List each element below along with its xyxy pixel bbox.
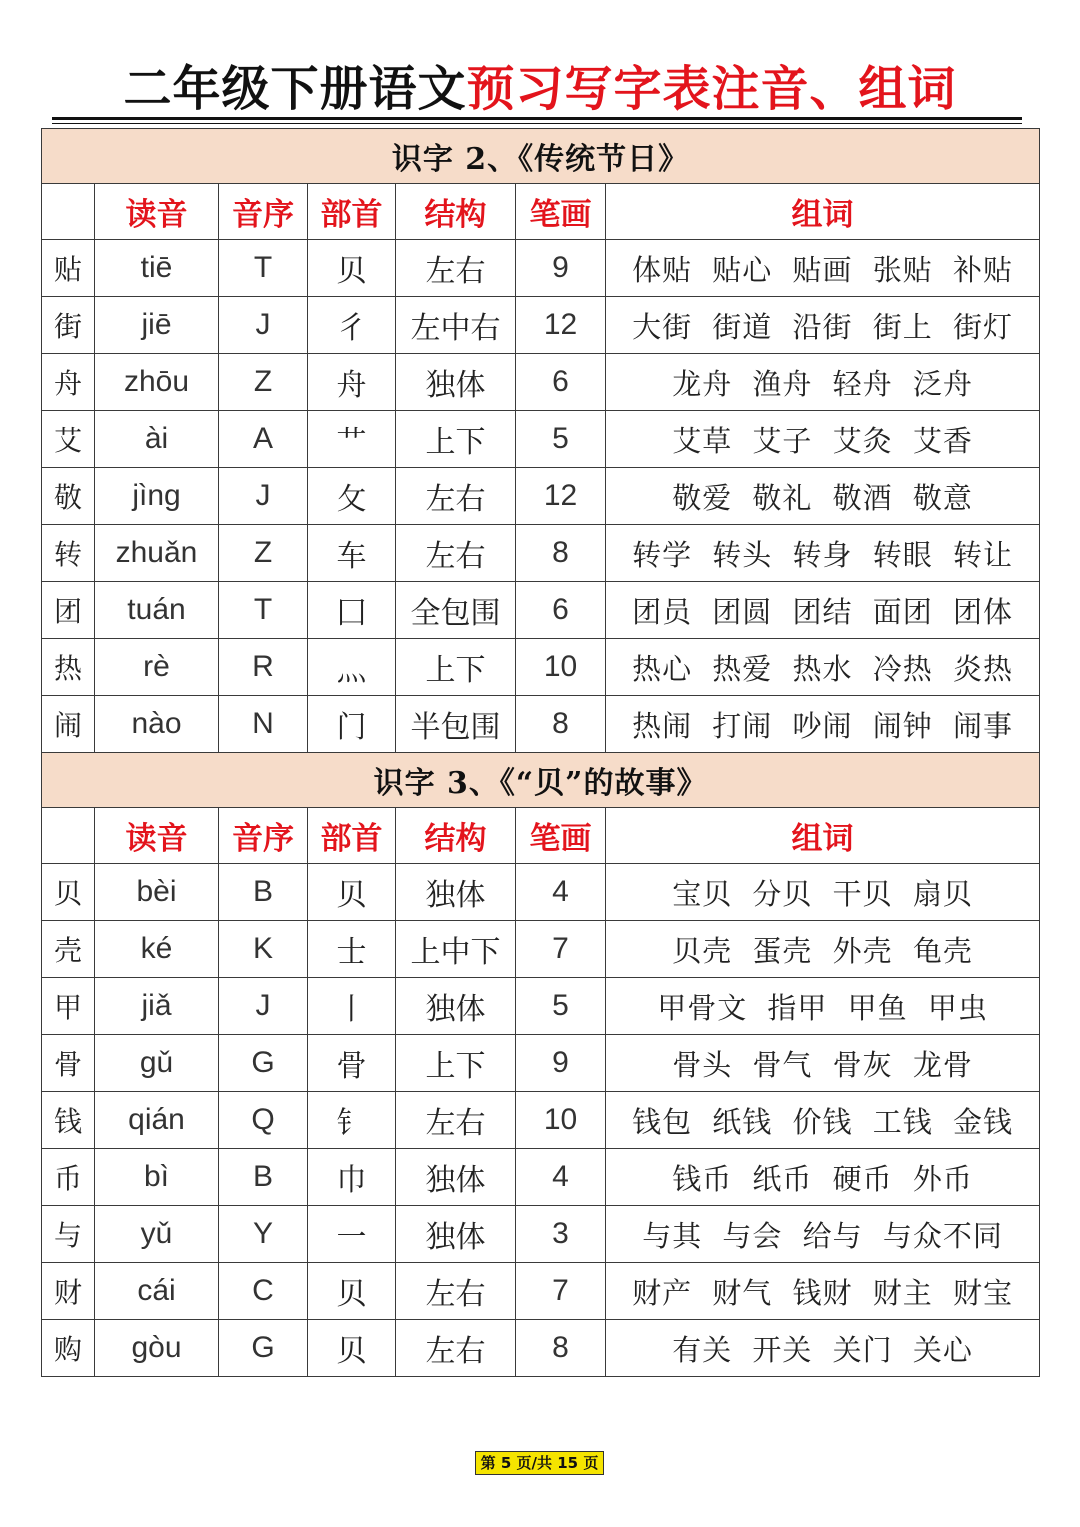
- pinyin-cell: bì: [95, 1149, 219, 1206]
- radical-cell: 彳: [308, 297, 396, 354]
- strokes-cell: 6: [516, 354, 606, 411]
- character-cell: 钱: [42, 1092, 95, 1149]
- table-row: [42, 1035, 1040, 1092]
- radical-cell: 贝: [308, 1263, 396, 1320]
- initial-cell: K: [219, 921, 308, 978]
- table-row: [42, 978, 1040, 1035]
- table-row: [42, 696, 1040, 753]
- table-row: [42, 468, 1040, 525]
- radical-cell: 贝: [308, 864, 396, 921]
- pinyin-cell: jiǎ: [95, 978, 219, 1035]
- title-part2: 预习写字表注音、组词: [466, 61, 957, 117]
- structure-cell: 左右: [396, 240, 516, 297]
- strokes-cell: 8: [516, 1320, 606, 1377]
- structure-cell: 左右: [396, 1320, 516, 1377]
- structure-cell: 半包围: [396, 696, 516, 753]
- radical-cell: 舟: [308, 354, 396, 411]
- initial-cell: C: [219, 1263, 308, 1320]
- column-header: 结构: [396, 808, 516, 864]
- pinyin-cell: rè: [95, 639, 219, 696]
- column-header: [42, 184, 95, 240]
- radical-cell: 攵: [308, 468, 396, 525]
- strokes-cell: 7: [516, 921, 606, 978]
- words-cell: 敬爱 敬礼 敬酒 敬意: [606, 468, 1040, 525]
- strokes-cell: 9: [516, 240, 606, 297]
- strokes-cell: 12: [516, 297, 606, 354]
- structure-cell: 独体: [396, 864, 516, 921]
- pinyin-cell: cái: [95, 1263, 219, 1320]
- initial-cell: J: [219, 978, 308, 1035]
- table-row: [42, 864, 1040, 921]
- table-row: [42, 1206, 1040, 1263]
- pinyin-cell: jìng: [95, 468, 219, 525]
- radical-cell: 灬: [308, 639, 396, 696]
- words-cell: 大街 街道 沿街 街上 街灯: [606, 297, 1040, 354]
- words-cell: 体贴 贴心 贴画 张贴 补贴: [606, 240, 1040, 297]
- words-cell: 宝贝 分贝 干贝 扇贝: [606, 864, 1040, 921]
- character-cell: 与: [42, 1206, 95, 1263]
- structure-cell: 独体: [396, 354, 516, 411]
- words-cell: 甲骨文 指甲 甲鱼 甲虫: [606, 978, 1040, 1035]
- column-header: 读音: [95, 808, 219, 864]
- strokes-cell: 4: [516, 864, 606, 921]
- initial-cell: B: [219, 864, 308, 921]
- strokes-cell: 8: [516, 525, 606, 582]
- radical-cell: 士: [308, 921, 396, 978]
- strokes-cell: 12: [516, 468, 606, 525]
- section-header: [42, 129, 1040, 184]
- initial-cell: B: [219, 1149, 308, 1206]
- structure-cell: 上下: [396, 639, 516, 696]
- words-cell: 艾草 艾子 艾灸 艾香: [606, 411, 1040, 468]
- column-header: 结构: [396, 184, 516, 240]
- strokes-cell: 4: [516, 1149, 606, 1206]
- structure-cell: 上下: [396, 411, 516, 468]
- column-header: 部首: [308, 808, 396, 864]
- words-cell: 热闹 打闹 吵闹 闹钟 闹事: [606, 696, 1040, 753]
- words-cell: 钱包 纸钱 价钱 工钱 金钱: [606, 1092, 1040, 1149]
- character-cell: 热: [42, 639, 95, 696]
- structure-cell: 左右: [396, 525, 516, 582]
- character-cell: 骨: [42, 1035, 95, 1092]
- radical-cell: 车: [308, 525, 396, 582]
- words-cell: 贝壳 蛋壳 外壳 龟壳: [606, 921, 1040, 978]
- pinyin-cell: ké: [95, 921, 219, 978]
- initial-cell: Q: [219, 1092, 308, 1149]
- initial-cell: G: [219, 1035, 308, 1092]
- character-cell: 财: [42, 1263, 95, 1320]
- column-header-row: [42, 184, 1040, 240]
- initial-cell: J: [219, 297, 308, 354]
- table-row: [42, 240, 1040, 297]
- section-title: 识字 2、《传统节日》: [42, 129, 1040, 184]
- character-cell: 购: [42, 1320, 95, 1377]
- words-cell: 团员 团圆 团结 面团 团体: [606, 582, 1040, 639]
- character-cell: 闹: [42, 696, 95, 753]
- radical-cell: 囗: [308, 582, 396, 639]
- character-cell: 贴: [42, 240, 95, 297]
- page-title: [0, 58, 1080, 120]
- character-cell: 敬: [42, 468, 95, 525]
- title-part1: 二年级下册语文: [123, 61, 467, 117]
- character-cell: 艾: [42, 411, 95, 468]
- table-row: [42, 639, 1040, 696]
- table-row: [42, 297, 1040, 354]
- character-cell: 币: [42, 1149, 95, 1206]
- pinyin-cell: zhuǎn: [95, 525, 219, 582]
- strokes-cell: 10: [516, 1092, 606, 1149]
- pinyin-cell: zhōu: [95, 354, 219, 411]
- words-cell: 龙舟 渔舟 轻舟 泛舟: [606, 354, 1040, 411]
- character-cell: 舟: [42, 354, 95, 411]
- initial-cell: N: [219, 696, 308, 753]
- strokes-cell: 5: [516, 411, 606, 468]
- pinyin-cell: tuán: [95, 582, 219, 639]
- initial-cell: T: [219, 240, 308, 297]
- structure-cell: 独体: [396, 1206, 516, 1263]
- structure-cell: 上下: [396, 1035, 516, 1092]
- structure-cell: 左右: [396, 1092, 516, 1149]
- pinyin-cell: gǔ: [95, 1035, 219, 1092]
- radical-cell: 钅: [308, 1092, 396, 1149]
- structure-cell: 左右: [396, 1263, 516, 1320]
- table-row: [42, 921, 1040, 978]
- character-cell: 团: [42, 582, 95, 639]
- column-header: 组词: [606, 808, 1040, 864]
- pinyin-cell: yǔ: [95, 1206, 219, 1263]
- radical-cell: 门: [308, 696, 396, 753]
- pinyin-cell: nào: [95, 696, 219, 753]
- column-header: [42, 808, 95, 864]
- pinyin-cell: jiē: [95, 297, 219, 354]
- table-row: [42, 354, 1040, 411]
- pinyin-cell: gòu: [95, 1320, 219, 1377]
- pinyin-cell: bèi: [95, 864, 219, 921]
- table-row: [42, 582, 1040, 639]
- strokes-cell: 10: [516, 639, 606, 696]
- initial-cell: R: [219, 639, 308, 696]
- radical-cell: 一: [308, 1206, 396, 1263]
- section-header: [42, 753, 1040, 808]
- pinyin-cell: tiē: [95, 240, 219, 297]
- character-table: [41, 128, 1040, 1377]
- words-cell: 钱币 纸币 硬币 外币: [606, 1149, 1040, 1206]
- words-cell: 骨头 骨气 骨灰 龙骨: [606, 1035, 1040, 1092]
- column-header-row: [42, 808, 1040, 864]
- initial-cell: Z: [219, 525, 308, 582]
- table-row: [42, 1320, 1040, 1377]
- structure-cell: 左中右: [396, 297, 516, 354]
- column-header: 读音: [95, 184, 219, 240]
- column-header: 笔画: [516, 184, 606, 240]
- table-row: [42, 525, 1040, 582]
- pinyin-cell: ài: [95, 411, 219, 468]
- radical-cell: 巾: [308, 1149, 396, 1206]
- column-header: 音序: [219, 808, 308, 864]
- title-rule-thin: [52, 123, 1022, 124]
- words-cell: 有关 开关 关门 关心: [606, 1320, 1040, 1377]
- structure-cell: 全包围: [396, 582, 516, 639]
- column-header: 笔画: [516, 808, 606, 864]
- character-cell: 甲: [42, 978, 95, 1035]
- structure-cell: 独体: [396, 1149, 516, 1206]
- table-row: [42, 1092, 1040, 1149]
- title-rule-thick: [52, 117, 1022, 120]
- radical-cell: 丨: [308, 978, 396, 1035]
- initial-cell: G: [219, 1320, 308, 1377]
- structure-cell: 左右: [396, 468, 516, 525]
- words-cell: 与其 与会 给与 与众不同: [606, 1206, 1040, 1263]
- initial-cell: J: [219, 468, 308, 525]
- radical-cell: 艹: [308, 411, 396, 468]
- radical-cell: 贝: [308, 240, 396, 297]
- section-title: 识字 3、《“贝”的故事》: [42, 753, 1040, 808]
- strokes-cell: 7: [516, 1263, 606, 1320]
- initial-cell: A: [219, 411, 308, 468]
- strokes-cell: 3: [516, 1206, 606, 1263]
- radical-cell: 骨: [308, 1035, 396, 1092]
- strokes-cell: 8: [516, 696, 606, 753]
- character-cell: 壳: [42, 921, 95, 978]
- pinyin-cell: qián: [95, 1092, 219, 1149]
- column-header: 部首: [308, 184, 396, 240]
- words-cell: 热心 热爱 热水 冷热 炎热: [606, 639, 1040, 696]
- table-row: [42, 411, 1040, 468]
- character-cell: 转: [42, 525, 95, 582]
- initial-cell: T: [219, 582, 308, 639]
- initial-cell: Z: [219, 354, 308, 411]
- initial-cell: Y: [219, 1206, 308, 1263]
- radical-cell: 贝: [308, 1320, 396, 1377]
- strokes-cell: 5: [516, 978, 606, 1035]
- page-footer: 第 5 页/共 15 页: [475, 1451, 604, 1475]
- strokes-cell: 6: [516, 582, 606, 639]
- character-cell: 贝: [42, 864, 95, 921]
- words-cell: 转学 转头 转身 转眼 转让: [606, 525, 1040, 582]
- column-header: 组词: [606, 184, 1040, 240]
- character-cell: 街: [42, 297, 95, 354]
- column-header: 音序: [219, 184, 308, 240]
- words-cell: 财产 财气 钱财 财主 财宝: [606, 1263, 1040, 1320]
- structure-cell: 上中下: [396, 921, 516, 978]
- strokes-cell: 9: [516, 1035, 606, 1092]
- table-row: [42, 1149, 1040, 1206]
- structure-cell: 独体: [396, 978, 516, 1035]
- table-row: [42, 1263, 1040, 1320]
